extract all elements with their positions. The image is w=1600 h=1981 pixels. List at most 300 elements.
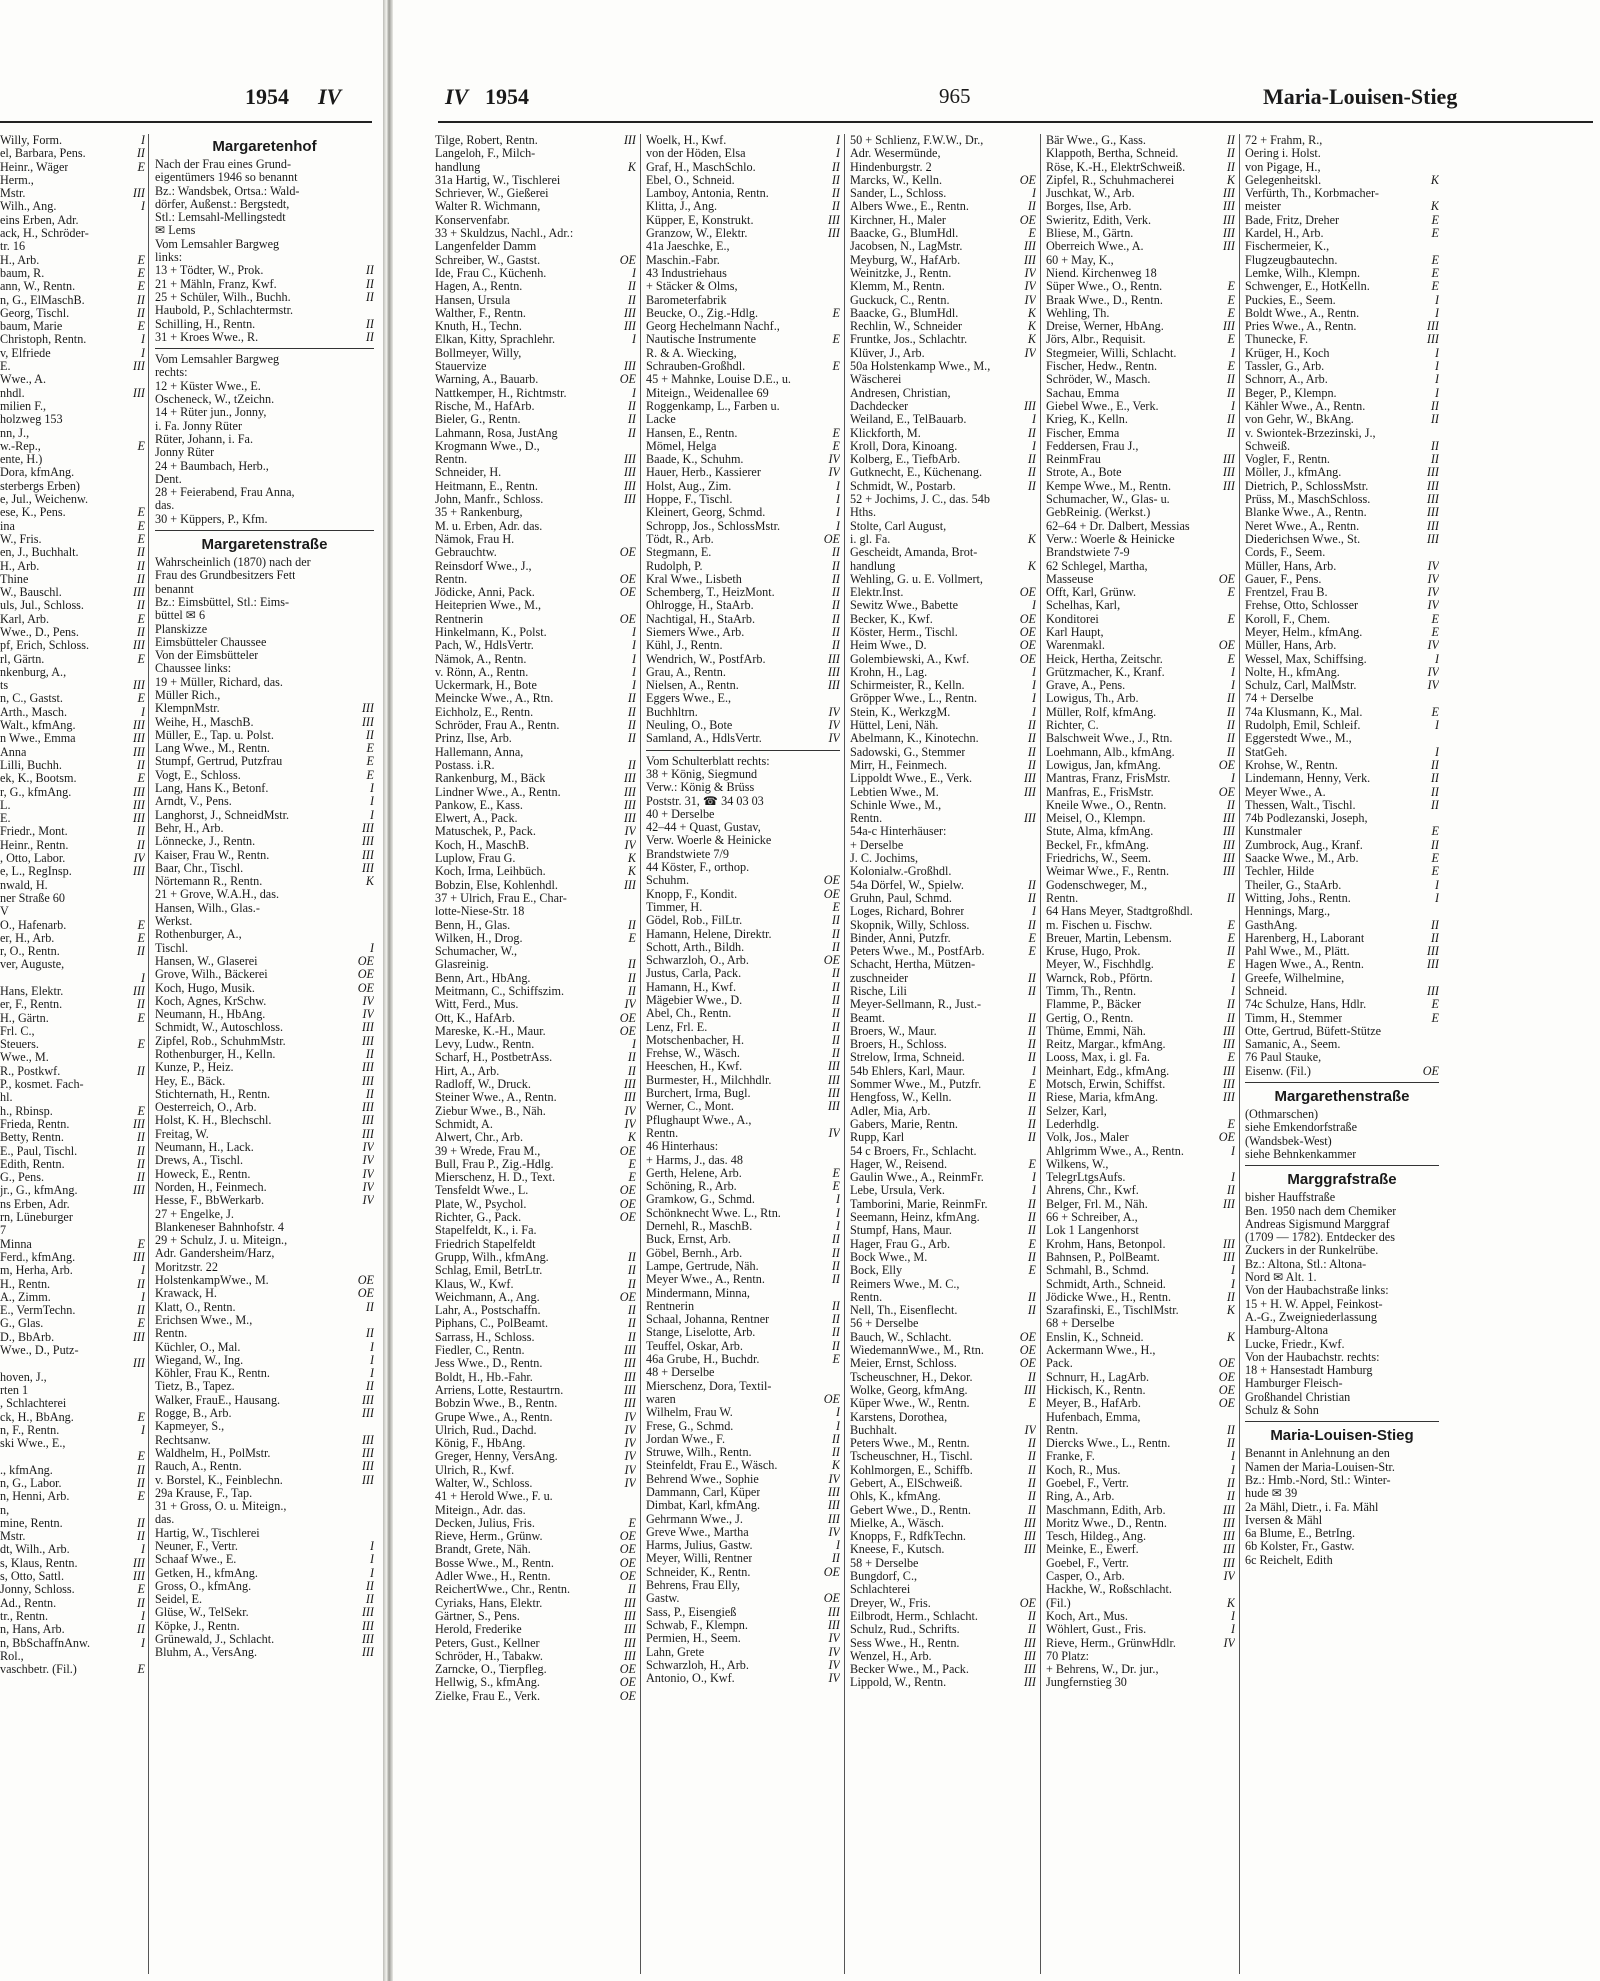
floor-marker: II xyxy=(1027,425,1036,440)
entry-text: Schöning, R., Arb. xyxy=(646,1180,737,1194)
floor-marker: E xyxy=(1227,957,1235,972)
floor-marker: I xyxy=(1031,1063,1036,1078)
entry-text: TelegrLtgsAufs. xyxy=(1046,1171,1126,1185)
directory-entry xyxy=(850,1184,1036,1197)
floor-marker: II xyxy=(365,1592,374,1607)
floor-marker: II xyxy=(1027,1289,1036,1304)
directory-entry xyxy=(0,1198,145,1211)
entry-text: Koch, R., Mus. xyxy=(1046,1463,1121,1477)
entry-text: 28 + Feierabend, Frau Anna, xyxy=(155,486,295,500)
floor-marker xyxy=(1436,1038,1439,1051)
floor-marker: II xyxy=(831,545,840,560)
entry-text: Ring, A., Arb. xyxy=(1046,1490,1115,1504)
directory-entry xyxy=(850,1557,1036,1570)
directory-entry xyxy=(0,1397,145,1410)
directory-entry xyxy=(850,919,1036,932)
floor-marker: III xyxy=(361,1020,374,1035)
floor-marker: IV xyxy=(1427,598,1439,613)
floor-marker: III xyxy=(827,1099,840,1114)
entry-text: Motschenbacher, H. xyxy=(646,1033,744,1047)
entry-text: Eggerstedt Wwe., M., xyxy=(1245,732,1352,746)
directory-entry xyxy=(435,240,636,253)
floor-marker: OE xyxy=(619,1675,636,1690)
entry-text: Rudolph, Emil, Schleif. xyxy=(1245,719,1361,733)
floor-marker: OE xyxy=(619,585,636,600)
directory-entry xyxy=(155,1114,374,1127)
floor-marker: E xyxy=(1227,1116,1235,1131)
entry-text: n, C., Gastst. xyxy=(0,692,63,706)
entry-text: 38 + König, Siegmund xyxy=(646,767,758,781)
left-page-year: 1954 xyxy=(245,84,289,109)
floor-marker xyxy=(633,214,636,227)
entry-text: siehe Emkendorfstraße xyxy=(1245,1121,1358,1135)
directory-entry xyxy=(435,586,636,599)
entry-text: Goebel, F., Vertr. xyxy=(1046,1556,1129,1570)
floor-marker: III xyxy=(827,651,840,666)
directory-entry xyxy=(1046,799,1235,812)
floor-marker: II xyxy=(1226,1183,1235,1198)
floor-marker: III xyxy=(1222,1236,1235,1251)
floor-marker: OE xyxy=(619,571,636,586)
floor-marker: I xyxy=(1434,718,1439,733)
floor-marker xyxy=(1033,1317,1036,1330)
entry-text: Schmidt, W., Autoschloss. xyxy=(155,1021,283,1035)
entry-text: Walther, F., Rentn. xyxy=(435,306,526,320)
floor-marker xyxy=(142,1397,145,1410)
floor-marker xyxy=(1436,1527,1439,1540)
entry-text: Schrauben-Großhdl. xyxy=(646,360,746,374)
entry-text: Benannt in Anlehnung an den xyxy=(1245,1447,1390,1461)
entry-text: Ott, K., HafArb. xyxy=(435,1011,515,1025)
floor-marker xyxy=(1436,1271,1439,1284)
directory-entry xyxy=(646,1007,840,1020)
directory-entry xyxy=(1046,240,1235,253)
directory-entry xyxy=(1245,1364,1439,1377)
directory-entry xyxy=(155,1035,374,1048)
entry-text: Grünewald, J., Schlacht. xyxy=(155,1633,275,1647)
floor-marker: II xyxy=(1430,784,1439,799)
directory-entry xyxy=(1245,280,1439,293)
floor-marker: III xyxy=(623,784,636,799)
entry-text: Tscheuschner, H., Dekor. xyxy=(850,1370,973,1384)
entry-text: 72 + Frahm, R., xyxy=(1245,134,1323,147)
floor-marker: II xyxy=(136,757,145,772)
directory-entry xyxy=(646,427,840,440)
directory-entry xyxy=(155,304,374,317)
floor-marker: III xyxy=(827,1086,840,1101)
entry-text: n, F., Rentn. xyxy=(0,1423,60,1437)
entry-text: Kunstmaler xyxy=(1245,825,1302,839)
floor-marker: OE xyxy=(823,1391,840,1406)
entry-text: 54a Dörfel, W., Spielw. xyxy=(850,878,964,892)
directory-entry xyxy=(1245,1514,1439,1527)
directory-entry xyxy=(850,240,1036,253)
floor-marker xyxy=(1033,865,1036,878)
entry-text: Lang Wwe., M., Rentn. xyxy=(155,742,270,756)
directory-entry xyxy=(1245,347,1439,360)
directory-entry xyxy=(435,998,636,1011)
directory-entry xyxy=(1245,333,1439,346)
entry-text: Strelow, Irma, Schneid. xyxy=(850,1051,965,1065)
directory-entry xyxy=(435,413,636,426)
entry-text: Anna xyxy=(0,745,27,759)
entry-text: , Otto, Labor. xyxy=(0,852,66,866)
entry-text: Schropp, Jos., SchlossMstr. xyxy=(646,519,781,533)
floor-marker xyxy=(1033,839,1036,852)
directory-entry xyxy=(646,692,840,705)
directory-entry xyxy=(435,1450,636,1463)
floor-marker xyxy=(1033,852,1036,865)
directory-entry xyxy=(435,1198,636,1211)
directory-entry xyxy=(646,848,840,861)
entry-text: Harms, Julius, Gastw. xyxy=(646,1539,753,1553)
entry-text: Oberreich Wwe., A. xyxy=(1046,240,1144,254)
floor-marker: III xyxy=(1426,465,1439,480)
floor-marker: OE xyxy=(357,1286,374,1301)
entry-text: Müller, E., Tap. u. Polst. xyxy=(155,728,274,742)
directory-entry xyxy=(1046,892,1235,905)
floor-marker xyxy=(142,214,145,227)
entry-text: Heim Wwe., D. xyxy=(850,639,927,653)
directory-entry xyxy=(1245,1404,1439,1417)
directory-entry xyxy=(435,161,636,174)
entry-text: Andresen, Christian, xyxy=(850,386,951,400)
directory-entry xyxy=(1245,812,1439,825)
directory-entry xyxy=(0,945,145,958)
entry-text: Küchler, O., Mal. xyxy=(155,1340,241,1354)
floor-marker xyxy=(1033,1145,1036,1158)
floor-marker: I xyxy=(631,332,636,347)
floor-marker: E xyxy=(1028,226,1036,241)
floor-marker: E xyxy=(1431,851,1439,866)
directory-entry xyxy=(1245,227,1439,240)
entry-text: Bz.: Eimsbüttel, Stl.: Eims- xyxy=(155,595,290,609)
floor-marker: II xyxy=(1027,744,1036,759)
floor-marker: III xyxy=(827,1484,840,1499)
directory-entry xyxy=(0,280,145,293)
floor-marker: III xyxy=(132,186,145,201)
entry-text: Beckel, Fr., kfmAng. xyxy=(1046,838,1149,852)
floor-marker xyxy=(371,662,374,675)
directory-entry xyxy=(155,1420,374,1433)
floor-marker: III xyxy=(623,134,636,147)
directory-entry xyxy=(1245,985,1439,998)
entry-text: Barometerfabrik xyxy=(646,293,727,307)
floor-marker: I xyxy=(140,1608,145,1623)
entry-text: Thessen, Walt., Tischl. xyxy=(1245,798,1356,812)
directory-entry xyxy=(155,1075,374,1088)
directory-entry xyxy=(646,1021,840,1034)
directory-entry xyxy=(850,1504,1036,1517)
entry-text: ese, K., Pens. xyxy=(0,506,66,520)
entry-text: R. & A. Wiecking, xyxy=(646,346,737,360)
floor-marker xyxy=(371,636,374,649)
entry-text: meister xyxy=(1245,200,1281,214)
floor-marker: III xyxy=(1426,332,1439,347)
directory-entry xyxy=(435,839,636,852)
floor-marker: II xyxy=(136,1130,145,1145)
directory-entry xyxy=(646,1619,840,1632)
entry-text: eins Erben, Adr. xyxy=(0,213,79,227)
floor-marker: III xyxy=(132,1356,145,1371)
floor-marker: III xyxy=(361,1445,374,1460)
directory-entry xyxy=(1245,613,1439,626)
entry-text: 2a Mähl, Dietr., i. Fa. Mähl xyxy=(1245,1500,1379,1514)
directory-entry xyxy=(1046,732,1235,745)
directory-entry xyxy=(646,1672,840,1685)
entry-text: Großhandel Christian xyxy=(1245,1390,1351,1404)
entry-text: Ferd., kfmAng. xyxy=(0,1250,76,1264)
directory-entry xyxy=(646,1433,840,1446)
directory-entry xyxy=(1245,427,1439,440)
entry-text: Gabers, Marie, Rentn. xyxy=(850,1117,958,1131)
floor-marker xyxy=(371,238,374,251)
entry-text: Meier, Ernst, Schloss. xyxy=(850,1357,957,1371)
entry-text: 64 Hans Meyer, Stadtgroßhdl. xyxy=(1046,905,1193,919)
entry-text: Warenmakl. xyxy=(1046,639,1105,653)
section-divider xyxy=(155,530,374,531)
entry-text: Hansen, Ursula xyxy=(435,293,511,307)
floor-marker: II xyxy=(365,276,374,291)
entry-text: Adler Wwe., H., Rentn. xyxy=(435,1570,551,1584)
directory-entry xyxy=(646,732,840,745)
floor-marker: I xyxy=(835,1205,840,1220)
directory-entry xyxy=(1245,1377,1439,1390)
directory-entry xyxy=(850,134,1036,147)
directory-entry xyxy=(1046,267,1235,280)
directory-entry xyxy=(0,1105,145,1118)
entry-text: jr., G., kfmAng. xyxy=(0,1184,78,1198)
floor-marker: III xyxy=(623,1622,636,1637)
entry-text: Tilge, Robert, Rentn. xyxy=(435,134,538,147)
floor-marker: II xyxy=(1027,1608,1036,1623)
entry-text: uls, Jul., Schloss. xyxy=(0,599,84,613)
directory-entry xyxy=(435,985,636,998)
directory-entry xyxy=(646,626,840,639)
floor-marker xyxy=(371,888,374,901)
floor-marker: I xyxy=(631,385,636,400)
floor-marker: II xyxy=(1027,1210,1036,1225)
entry-text: Wwe., A. xyxy=(0,373,47,387)
floor-marker xyxy=(142,227,145,240)
directory-entry xyxy=(1245,1540,1439,1553)
directory-entry xyxy=(435,1238,636,1251)
entry-text: Lindemann, Henny, Verk. xyxy=(1245,772,1371,786)
directory-entry xyxy=(0,1371,145,1384)
floor-marker xyxy=(371,1527,374,1540)
entry-text: Burchert, Irma, Bugl. xyxy=(646,1087,751,1101)
entry-text: Ben. 1950 nach dem Chemiker xyxy=(1245,1204,1397,1218)
floor-marker xyxy=(142,905,145,918)
entry-text: E., Paul, Tischl. xyxy=(0,1144,78,1158)
entry-text: Iversen & Mähl xyxy=(1245,1513,1323,1527)
floor-marker xyxy=(633,227,636,240)
entry-text: Schmidt, A. xyxy=(435,1117,493,1131)
directory-entry xyxy=(435,147,636,160)
floor-marker xyxy=(1436,1461,1439,1474)
entry-text: Kähler Wwe., A., Rentn. xyxy=(1245,399,1366,413)
floor-marker xyxy=(1436,1501,1439,1514)
floor-marker: III xyxy=(1023,1675,1036,1690)
entry-text: Vogt, E., Schloss. xyxy=(155,768,241,782)
directory-entry xyxy=(155,596,374,609)
floor-marker: IV xyxy=(828,1671,840,1686)
entry-text: Loges, Richard, Bohrer xyxy=(850,905,965,919)
directory-entry xyxy=(1046,719,1235,732)
floor-marker: II xyxy=(831,1032,840,1047)
floor-marker: III xyxy=(827,212,840,227)
entry-text: Langeloh, F., Milch- xyxy=(435,147,536,161)
floor-marker: III xyxy=(623,452,636,467)
entry-text: 15 + H. W. Appel, Feinkost- xyxy=(1245,1297,1383,1311)
directory-entry xyxy=(850,1091,1036,1104)
entry-text: Rentn. xyxy=(850,812,883,826)
directory-entry xyxy=(1046,1158,1235,1171)
floor-marker: K xyxy=(1430,172,1439,187)
entry-text: Thunecke, F. xyxy=(1245,333,1308,347)
floor-marker: OE xyxy=(619,1569,636,1584)
directory-entry xyxy=(1245,839,1439,852)
floor-marker: II xyxy=(1226,372,1235,387)
floor-marker xyxy=(371,433,374,446)
floor-marker: K xyxy=(1027,558,1036,573)
entry-text: Von der Haubachstraße links: xyxy=(1245,1284,1389,1298)
entry-text: Wehling, Th. xyxy=(1046,306,1110,320)
directory-entry xyxy=(155,1341,374,1354)
directory-entry xyxy=(155,1606,374,1619)
directory-entry xyxy=(1046,1530,1235,1543)
floor-marker xyxy=(1436,1364,1439,1377)
entry-text: 27 + Engelke, J. xyxy=(155,1207,234,1221)
directory-entry xyxy=(850,174,1036,187)
floor-marker: II xyxy=(136,1515,145,1530)
floor-marker xyxy=(1232,905,1235,918)
entry-text: Wäscherei xyxy=(850,373,902,387)
directory-entry xyxy=(0,812,145,825)
entry-text: n, BbSchaffnAnw. xyxy=(0,1636,91,1650)
floor-marker: IV xyxy=(828,1125,840,1140)
entry-text: Kohlmorgen, E., Schiffb. xyxy=(850,1463,973,1477)
floor-marker xyxy=(371,609,374,622)
entry-text: Weihe, H., MaschB. xyxy=(155,715,254,729)
floor-marker: III xyxy=(1426,944,1439,959)
floor-marker: III xyxy=(132,718,145,733)
entry-text: Greger, Henny, VersAng. xyxy=(435,1450,558,1464)
floor-marker: I xyxy=(1230,771,1235,786)
entry-text: Warnck, Rob., Pförtn. xyxy=(1046,971,1153,985)
floor-marker xyxy=(1436,1121,1439,1134)
entry-text: Wilken, H., Drog. xyxy=(435,931,523,945)
directory-entry xyxy=(155,583,374,596)
entry-text: Lucke, Friedr., Kwf. xyxy=(1245,1337,1345,1351)
entry-text: Rentnerin xyxy=(435,612,484,626)
entry-text: Giebel Wwe., E., Verk. xyxy=(1046,399,1159,413)
floor-marker xyxy=(1232,520,1235,533)
directory-entry xyxy=(155,1008,374,1021)
directory-entry xyxy=(1245,400,1439,413)
floor-marker: I xyxy=(835,146,840,161)
entry-text: 29a Krause, F., Tap. xyxy=(155,1486,253,1500)
directory-entry xyxy=(1046,932,1235,945)
floor-marker xyxy=(142,1198,145,1211)
directory-entry xyxy=(0,932,145,945)
directory-entry xyxy=(646,653,840,666)
entry-text: Rentn. xyxy=(155,1327,188,1341)
floor-marker: III xyxy=(827,664,840,679)
entry-text: Lenz, Frl. E. xyxy=(646,1020,708,1034)
directory-entry xyxy=(646,1393,840,1406)
floor-marker: II xyxy=(365,1326,374,1341)
directory-entry xyxy=(1245,586,1439,599)
floor-marker: I xyxy=(369,1366,374,1381)
entry-text: Rentn. xyxy=(435,572,468,586)
entry-text: Fiedler, C., Rentn. xyxy=(435,1344,525,1358)
floor-marker: IV xyxy=(362,1153,374,1168)
entry-text: Rupp, Karl xyxy=(850,1131,905,1145)
directory-entry xyxy=(646,1273,840,1286)
directory-entry xyxy=(646,755,840,768)
directory-entry xyxy=(1046,387,1235,400)
entry-text: Ahlgrimm Wwe., A., Rentn. xyxy=(1046,1144,1184,1158)
directory-entry xyxy=(155,1620,374,1633)
directory-entry xyxy=(1245,187,1439,200)
directory-entry xyxy=(1046,759,1235,772)
directory-entry xyxy=(435,626,636,639)
floor-marker: II xyxy=(136,571,145,586)
floor-marker xyxy=(371,1261,374,1274)
directory-entry xyxy=(1046,1517,1235,1530)
floor-marker: II xyxy=(1226,134,1235,147)
floor-marker: I xyxy=(631,651,636,666)
entry-text: Decken, Julius, Fris. xyxy=(435,1516,535,1530)
directory-entry xyxy=(155,1208,374,1221)
directory-entry xyxy=(1046,480,1235,493)
floor-marker: II xyxy=(136,292,145,307)
directory-entry xyxy=(1245,1284,1439,1297)
directory-entry xyxy=(435,1131,636,1144)
entry-text: Marcks, W., Kelln. xyxy=(850,173,943,187)
directory-entry xyxy=(1046,945,1235,958)
floor-marker xyxy=(1436,1298,1439,1311)
directory-entry xyxy=(155,1141,374,1154)
floor-marker xyxy=(142,1437,145,1450)
directory-entry xyxy=(646,954,840,967)
directory-entry xyxy=(850,812,1036,825)
floor-marker xyxy=(142,1224,145,1237)
directory-entry xyxy=(850,945,1036,958)
entry-text: Pahl Wwe., M., Plätt. xyxy=(1245,945,1350,959)
entry-text: Jonny, Schloss. xyxy=(0,1583,75,1597)
floor-marker: E xyxy=(137,159,145,174)
directory-entry xyxy=(155,1567,374,1580)
directory-entry xyxy=(155,353,374,366)
floor-marker: OE xyxy=(823,1591,840,1606)
entry-text: Motsch, Erwin, Schiffst. xyxy=(1046,1078,1166,1092)
floor-marker xyxy=(633,200,636,213)
entry-text: von Pigage, H., xyxy=(1245,160,1321,174)
entry-text: Dent. xyxy=(155,472,182,486)
directory-entry xyxy=(1245,932,1439,945)
entry-text: r, O., Rentn. xyxy=(0,945,60,959)
floor-marker xyxy=(142,666,145,679)
entry-text: Reitz, Margar., kfmAng. xyxy=(1046,1038,1166,1052)
floor-marker: I xyxy=(1031,691,1036,706)
floor-marker: II xyxy=(1226,412,1235,427)
directory-entry xyxy=(0,1145,145,1158)
directory-entry xyxy=(435,759,636,772)
entry-text: Rogge, B., Arb. xyxy=(155,1407,232,1421)
entry-text: ts xyxy=(0,679,9,693)
